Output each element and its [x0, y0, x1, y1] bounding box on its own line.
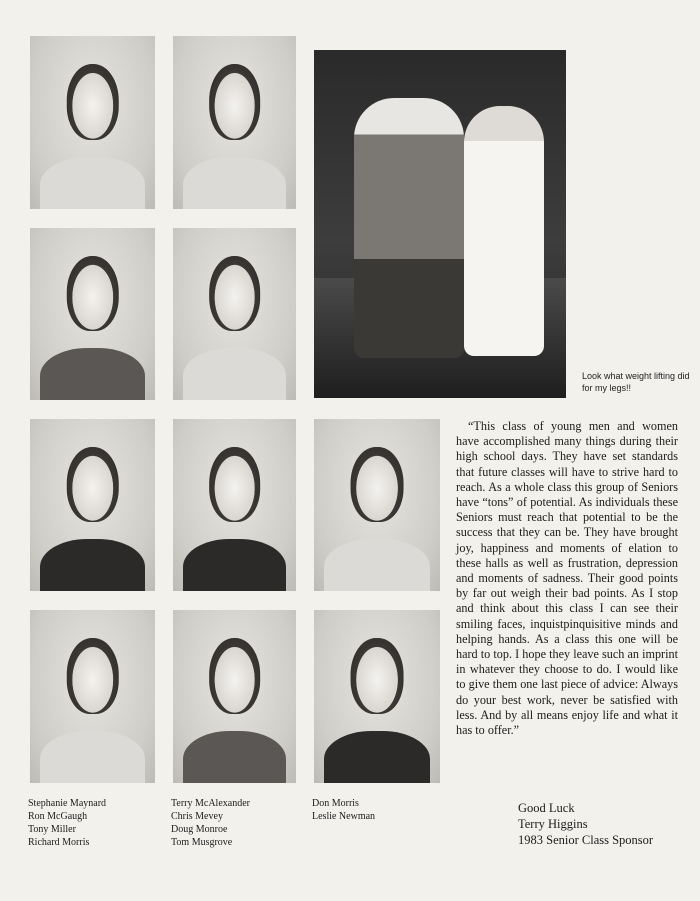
names-column-1 [28, 797, 106, 849]
portrait-doug-monroe [173, 419, 296, 591]
portrait-leslie-newman [314, 610, 440, 783]
name-item: Leslie Newman [312, 811, 376, 822]
name-item: Ron McGaugh [28, 811, 88, 822]
name-item: Tony Miller [28, 824, 76, 835]
signoff-line: Good Luck [518, 801, 575, 815]
name-item: Chris Mevey [171, 811, 223, 822]
portrait-tom-musgrove [173, 610, 296, 783]
portrait-terry-mcalexander [173, 36, 296, 209]
name-item: Don Morris [312, 798, 359, 809]
name-item: Stephanie Maynard [28, 798, 107, 809]
name-item: Tom Musgrove [171, 837, 233, 848]
name-item: Terry McAlexander [171, 798, 250, 809]
name-item: Doug Monroe [171, 824, 228, 835]
signoff-title: 1983 Senior Class Sponsor [518, 833, 654, 847]
portrait-richard-morris [30, 610, 155, 783]
portrait-stephanie-maynard [30, 36, 155, 209]
candid-photo [314, 50, 566, 398]
names-column-3 [312, 797, 375, 823]
signoff [518, 800, 653, 848]
name-item: Richard Morris [28, 837, 90, 848]
portrait-don-morris [314, 419, 440, 591]
portrait-tony-miller [30, 419, 155, 591]
names-column-2 [171, 797, 250, 849]
photo-caption: Look what weight lifting did for my legs!! [582, 371, 690, 393]
sponsor-quote: “This class of young men and women have accomplished many things during their high school days. They have set standards that future classes will have to strive hard to reach. As a whole class this group of Seniors have “tons” of potential. As individuals these Seniors must reach that potential to be the success that they can be. They have brought joy, happiness and moments of elation to these halls as well as frustration, depression and moments of sadness. Their good points by far out weigh their bad points. As I stop and think about this class I can see their smiling faces, inquistpinquisitive minds and helping hands. As a class this one will be hard to top. I hope they leave such an imprint in whatever they choose to do. I would like to give them one last piece of advice: Always do your best work, never be satisfied with less. And by all means enjoy life and what it has to offer.” [456, 419, 678, 738]
portrait-chris-mevey [173, 228, 296, 400]
signoff-name: Terry Higgins [518, 817, 588, 831]
portrait-ron-mcgaugh [30, 228, 155, 400]
